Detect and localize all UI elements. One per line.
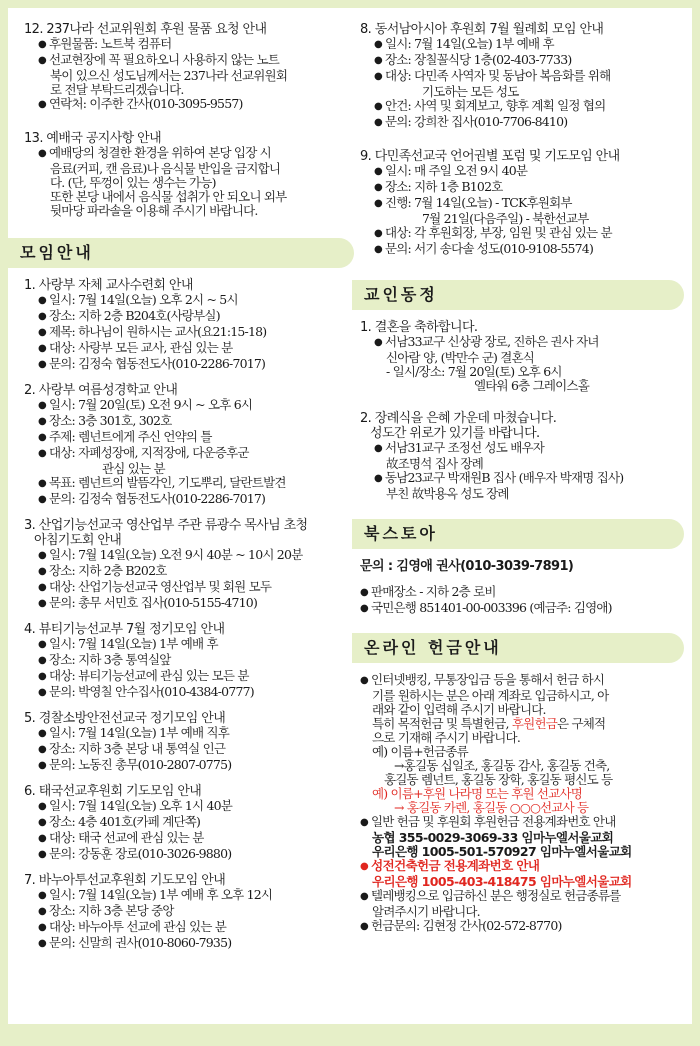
notice-line: 북이 있으신 성도님께서는 237나라 선교위원회 xyxy=(50,68,288,83)
notice-13 xyxy=(24,131,354,218)
meeting-line: ● 장소: 4층 401호(카페 계단쪽) xyxy=(24,815,354,831)
meeting-line: ● 일시: 7월 20일(토) 오전 9시 ~ 오후 6시 xyxy=(24,398,354,414)
meeting-line: ● 문의: 노동진 총무(010-2807-0775) xyxy=(24,758,354,774)
meeting-line: ● 장소: 지하 2층 B202호 xyxy=(24,564,354,580)
meeting-line: ● 일시: 7월 14일(오늘) 1부 예배 후 xyxy=(24,637,354,653)
right-column xyxy=(360,22,684,945)
meeting-line: ● 대상: 뷰티기능선교에 관심 있는 모든 분 xyxy=(24,669,354,685)
meeting-line: ● 장소: 지하 3층 본당 내 통역실 인근 xyxy=(24,742,354,758)
meeting-line: ● 진행: 7월 14일(오늘) - TCK후원회부 xyxy=(360,196,684,212)
notice-line: 뒷마당 파라솔을 이용해 주시기 바랍니다. xyxy=(50,203,258,218)
offering-highlight: 후원헌금 xyxy=(511,716,558,731)
left-column xyxy=(20,22,354,962)
meeting-9 xyxy=(360,149,684,258)
section-heading-bookstore: 북스토아 xyxy=(352,519,684,549)
offering-line: 기를 원하시는 분은 아래 계좌로 입금하시고, 아 xyxy=(372,688,609,703)
offering-line: 으로 기재해 주시기 바랍니다. xyxy=(372,730,520,745)
meeting-line: ● 제목: 하나님이 원하시는 교사(요21:15-18) xyxy=(24,325,354,341)
offering-line: ● 헌금문의: 김현정 간사(02-572-8770) xyxy=(360,919,684,935)
meeting-5 xyxy=(24,711,354,774)
meeting-line: ● 대상: 바누아투 선교에 관심 있는 분 xyxy=(24,920,354,936)
notice-line: ● 선교현장에 꼭 필요하오니 사용하지 않는 노트 xyxy=(24,53,354,69)
meeting-line: ● 장소: 3층 301호, 302호 xyxy=(24,414,354,430)
meeting-line: 7월 21일(다음주일) - 북한선교부 xyxy=(422,211,589,226)
meeting-4 xyxy=(24,622,354,701)
meeting-line: ● 문의: 서기 송다솔 성도(010-9108-5574) xyxy=(360,242,684,258)
meeting-8 xyxy=(360,22,684,131)
meeting-line: ● 문의: 총무 서민호 집사(010-5155-4710) xyxy=(24,596,354,612)
offering-line: → 홍길동 카렌, 홍길동 ○○○선교사 등 xyxy=(394,800,589,815)
meeting-title: 4. 뷰티기능선교부 7월 정기모임 안내 xyxy=(24,622,225,637)
notice-line: 또한 본당 내에서 음식물 섭취가 안 되오니 외부 xyxy=(50,189,287,204)
news-title: 2. 장례식을 은혜 가운데 마쳤습니다. xyxy=(360,411,557,426)
bookstore-contact: 문의 : 김영애 권사(010-3039-7891) xyxy=(360,559,574,574)
online-offering-info xyxy=(360,673,684,935)
meeting-line: ● 일시: 7월 14일(오늘) 오전 9시 40분 ~ 10시 20분 xyxy=(24,548,354,564)
meeting-title: 9. 다민족선교국 언어권별 포럼 및 기도모임 안내 xyxy=(360,149,620,164)
section-heading-church-news: 교인동정 xyxy=(352,280,684,310)
offering-line: 알려주시기 바랍니다. xyxy=(372,904,480,919)
offering-line: 예) 이름+후원 나라명 또는 후원 선교사명 xyxy=(372,786,583,801)
meeting-line: ● 문의: 신말희 권사(010-8060-7935) xyxy=(24,936,354,952)
meeting-line: ● 대상: 산업기능선교국 영산업부 및 회원 모두 xyxy=(24,580,354,596)
notice-line: 로 전달 부탁드리겠습니다. xyxy=(50,82,184,97)
meeting-line: ● 일시: 7월 14일(오늘) 1부 예배 후 오후 12시 xyxy=(24,888,354,904)
news-title: 1. 결혼을 축하합니다. xyxy=(360,320,478,335)
meeting-line: ● 문의: 김정숙 협동전도사(010-2286-7017) xyxy=(24,357,354,373)
meeting-line: 관심 있는 분 xyxy=(102,461,165,476)
meeting-line: ● 일시: 7월 14일(오늘) 오후 2시 ~ 5시 xyxy=(24,293,354,309)
account-line: 우리은행 1005-403-418475 임마누엘서울교회 xyxy=(372,874,632,889)
meeting-line: ● 대상: 사랑부 모든 교사, 관심 있는 분 xyxy=(24,341,354,357)
notice-line: 다. (단, 뚜껑이 있는 생수는 가능) xyxy=(50,175,216,190)
notice-12 xyxy=(24,22,354,113)
meeting-title: 8. 동서남아시아 후원회 7월 월례회 모임 안내 xyxy=(360,22,604,37)
bookstore-line: ● 판매장소 - 지하 2층 로비 xyxy=(360,585,684,601)
offering-text: 특히 목적헌금 및 특별헌금, xyxy=(372,716,512,731)
meeting-line: ● 일시: 7월 14일(오늘) 1부 예배 후 xyxy=(360,37,684,53)
notice-line: ● 예배당의 청결한 환경을 위하여 본당 입장 시 xyxy=(24,146,354,162)
meeting-line: ● 대상: 태국 선교에 관심 있는 분 xyxy=(24,831,354,847)
offering-line: ● 일반 헌금 및 후원회 후원헌금 전용계좌번호 안내 xyxy=(360,815,684,831)
meeting-line: ● 대상: 자폐성장애, 지적장애, 다운증후군 xyxy=(24,446,354,462)
meeting-title: 2. 사랑부 여름성경학교 안내 xyxy=(24,383,178,398)
news-line: ● 서남33교구 신상광 장로, 진하은 권사 자녀 xyxy=(360,335,684,351)
meeting-line: ● 장소: 지하 3층 통역실앞 xyxy=(24,653,354,669)
meeting-line: ● 문의: 강동훈 장로(010-3026-9880) xyxy=(24,847,354,863)
news-line: 엘타워 6층 그레이스홀 xyxy=(474,378,589,393)
offering-line: 래와 같이 입력해 주시기 바랍니다. xyxy=(372,702,546,717)
section-heading-online-offering: 온라인 헌금안내 xyxy=(352,633,684,663)
news-line: ● 서남31교구 조정선 성도 배우자 xyxy=(360,441,684,457)
meeting-line: ● 주제: 렘넌트에게 주신 언약의 틀 xyxy=(24,430,354,446)
meeting-7 xyxy=(24,873,354,952)
meeting-line: ● 문의: 박영칠 안수집사(010-4384-0777) xyxy=(24,685,354,701)
notice-title: 12. 237나라 선교위원회 후원 물품 요청 안내 xyxy=(24,22,267,37)
church-news-1 xyxy=(360,320,684,393)
meeting-1 xyxy=(24,278,354,373)
notice-line: ● 연락처: 이주한 간사(010-3095-9557) xyxy=(24,97,354,113)
meeting-line: ● 목표: 렘넌트의 발뜸각인, 기도뿌리, 달란트발견 xyxy=(24,476,354,492)
section-heading-meeting: 모임안내 xyxy=(8,238,354,268)
bulletin-page xyxy=(8,8,692,1024)
notice-line: 음료(커피, 캔 음료)나 음식물 반입을 금지합니 xyxy=(50,161,281,176)
meeting-line: ● 장소: 장칠꼴식당 1층(02-403-7733) xyxy=(360,53,684,69)
bookstore-line: ● 국민은행 851401-00-003396 (예금주: 김영애) xyxy=(360,601,684,617)
meeting-line: ● 안건: 사역 및 회계보고, 향후 계획 일정 협의 xyxy=(360,99,684,115)
meeting-line: ● 대상: 각 후원회장, 부장, 임원 및 관심 있는 분 xyxy=(360,226,684,242)
news-line: 故조명석 집사 장례 xyxy=(386,456,483,471)
meeting-line: ● 장소: 지하 3층 본당 중앙 xyxy=(24,904,354,920)
offering-line: ● 텔레뱅킹으로 입금하신 분은 행정실로 헌금종류를 xyxy=(360,889,684,905)
meeting-title: 6. 태국선교후원회 기도모임 안내 xyxy=(24,784,202,799)
notice-title: 13. 예배국 공지사항 안내 xyxy=(24,131,162,146)
account-line: 우리은행 1005-501-570927 임마누엘서울교회 xyxy=(372,844,632,859)
news-line: - 일시/장소: 7월 20일(토) 오후 6시 xyxy=(386,364,562,379)
offering-line: ● 인터넷뱅킹, 무통장입금 등을 통해서 헌금 하시 xyxy=(360,673,684,689)
meeting-line: 기도하는 모든 성도 xyxy=(422,84,519,99)
offering-line: 홍길동 렘넌트, 홍길동 장학, 홍길동 평신도 등 xyxy=(384,772,613,787)
bookstore-info xyxy=(360,559,684,617)
meeting-line: ● 문의: 김정숙 협동전도사(010-2286-7017) xyxy=(24,492,354,508)
meeting-2 xyxy=(24,383,354,508)
meeting-6 xyxy=(24,784,354,863)
news-line: 신아람 양, (박만수 군) 결혼식 xyxy=(386,350,535,365)
meeting-3 xyxy=(24,518,354,612)
offering-line: 예) 이름+헌금종류 xyxy=(372,744,468,759)
meeting-line: ● 대상: 다민족 사역자 및 동남아 복음화를 위해 xyxy=(360,69,684,85)
news-line: ● 동남23교구 박재원B 집사 (배우자 박재명 집사) xyxy=(360,471,684,487)
news-title: 성도간 위로가 있기를 바랍니다. xyxy=(370,426,540,441)
offering-line: ● 성전건축헌금 전용계좌번호 안내 xyxy=(360,859,684,875)
meeting-title: 7. 바누아투선교후원회 기도모임 안내 xyxy=(24,873,226,888)
meeting-line: ● 일시: 7월 14일(오늘) 오후 1시 40분 xyxy=(24,799,354,815)
meeting-title: 5. 경찰소방안전선교국 정기모임 안내 xyxy=(24,711,226,726)
meeting-title: 1. 사랑부 자체 교사수련회 안내 xyxy=(24,278,193,293)
news-line: 부친 故박용옥 성도 장례 xyxy=(386,486,509,501)
church-news-2 xyxy=(360,411,684,501)
offering-line xyxy=(360,717,684,731)
meeting-title: 3. 산업기능선교국 영산업부 주관 류광수 목사님 초청 xyxy=(24,518,308,533)
meeting-line: ● 문의: 강희찬 집사(010-7706-8410) xyxy=(360,115,684,131)
offering-text: 은 구체적 xyxy=(557,716,606,731)
meeting-line: ● 장소: 지하 1층 B102호 xyxy=(360,180,684,196)
account-line: 농협 355-0029-3069-33 임마누엘서울교회 xyxy=(372,830,614,845)
notice-line: ● 후원물품: 노트북 컴퓨터 xyxy=(24,37,354,53)
meeting-title: 아침기도회 안내 xyxy=(34,533,122,548)
meeting-line: ● 일시: 7월 14일(오늘) 1부 예배 직후 xyxy=(24,726,354,742)
meeting-line: ● 장소: 지하 2층 B204호(사랑부실) xyxy=(24,309,354,325)
meeting-line: ● 일시: 매 주일 오전 9시 40분 xyxy=(360,164,684,180)
offering-line: →홍길동 십일조, 홍길동 감사, 홍길동 건축, xyxy=(394,758,610,773)
